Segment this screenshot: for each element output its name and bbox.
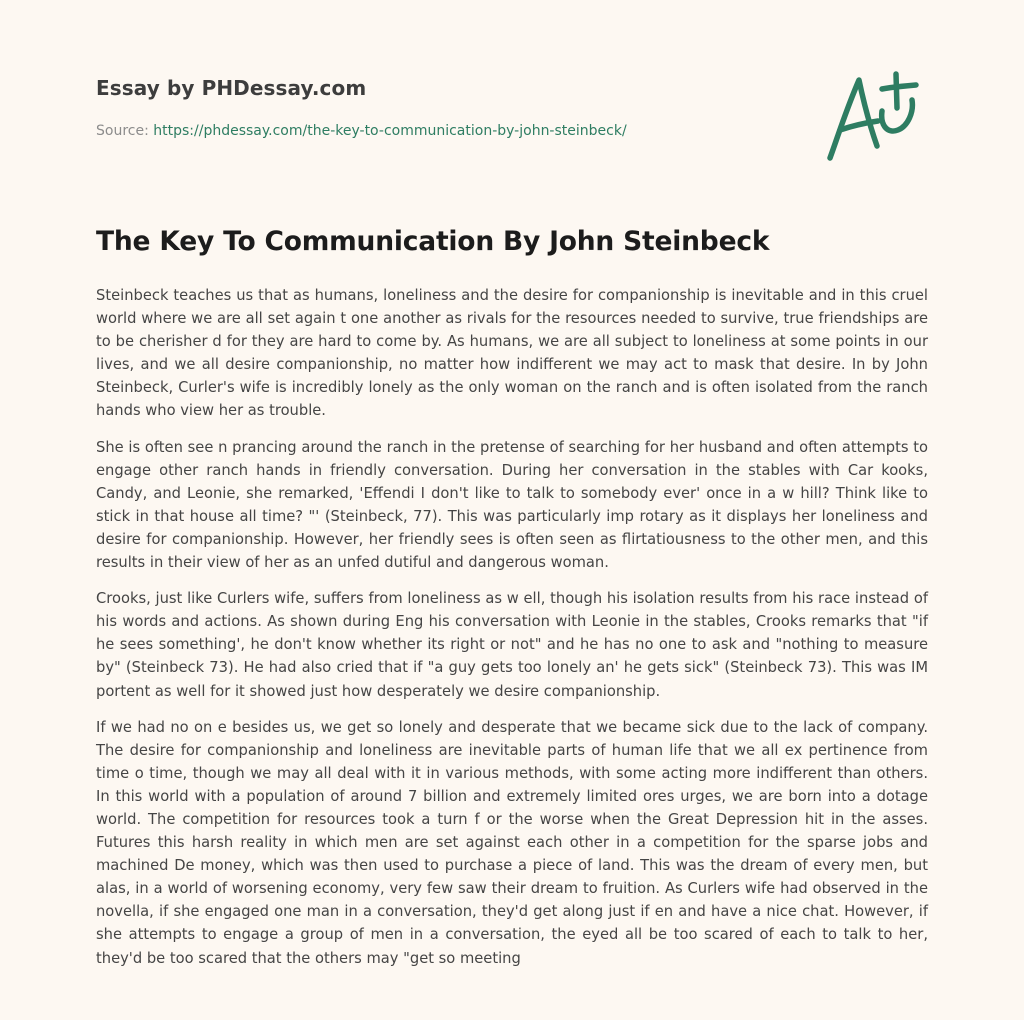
essay-title: The Key To Communication By John Steinbeck — [96, 226, 770, 257]
source-line — [96, 123, 627, 139]
essay-body — [96, 284, 928, 983]
a-plus-logo-icon — [824, 66, 928, 166]
site-brand: Essay by PHDessay.com — [96, 76, 367, 100]
essay-paragraph: She is often see n prancing around the ranch in the pretense of searching for her husband and often attempts to engage other ranch hands in friendly conversation. During her conversation in the stables with Car kooks, Candy, and Leonie, she remarked, 'Effendi I don't like to talk to somebody ever' once in a w hill? Think like to stick in that house all time? "' (Steinbeck, 77). This was particularly imp rotary as it displays her loneliness and desire for companionship. However, her friendly sees is often seen as flirtatiousness to the other men, and this results in their view of her as an unfed dutiful and dangerous woman. — [96, 438, 928, 572]
essay-paragraph: Steinbeck teaches us that as humans, loneliness and the desire for companionship is inevitable and in this cruel world where we are all set again t one another as rivals for the resources needed to survive, true friendships are to be cherisher d for they are hard to come by. As humans, we are all subject to loneliness at some points in our lives, and we all desire companionship, no matter how indifferent we may act to mask that desire. In by John Steinbeck, Curler's wife is incredibly lonely as the only woman on the ranch and is often isolated from the ranch hands who view her as trouble. — [96, 287, 928, 420]
page-header — [96, 0, 928, 200]
essay-paragraph: If we had no on e besides us, we get so lonely and desperate that we became sick due to the lack of company. The desire for companionship and loneliness are inevitable parts of human life that we all ex pertinence from time o time, though we may all deal with it in various methods, with some acting more indifferent than others. In this world with a population of around 7 billion and extremely limited ores urges, we are born into a dotage world. The competition for resources took a turn f or the worse when the Great Depression hit in the asses. Futures this harsh reality in which men are set against each other in a competition for the sparse jobs and machined De money, which was then used to purchase a piece of land. This was the dream of every men, but alas, in a world of worsening economy, very few saw their dream to fruition. As Curlers wife had observed in the novella, if she engaged one man in a conversation, they'd get along just if en and have a nice chat. However, if she attempts to engage a group of men in a conversation, the eyed all be too scared of each to talk to her, they'd be too scared that the others may "get so meeting — [96, 718, 928, 967]
source-link[interactable]: https://phdessay.com/the-key-to-communication-by-john-steinbeck/ — [153, 123, 627, 139]
source-label: Source: — [96, 123, 154, 139]
essay-paragraph: Crooks, just like Curlers wife, suffers from loneliness as w ell, though his isolation results from his race instead of his words and actions. As shown during Eng his conversation with Leonie in the stables, Crooks remarks that "if he sees something', he don't know whether its right or not" and he has no one to ask and "nothing to measure by" (Steinbeck 73). He had also cried that if "a guy gets too lonely an' he gets sick" (Steinbeck 73). This was IM portent as well for it showed just how desperately we desire companionship. — [96, 590, 928, 700]
